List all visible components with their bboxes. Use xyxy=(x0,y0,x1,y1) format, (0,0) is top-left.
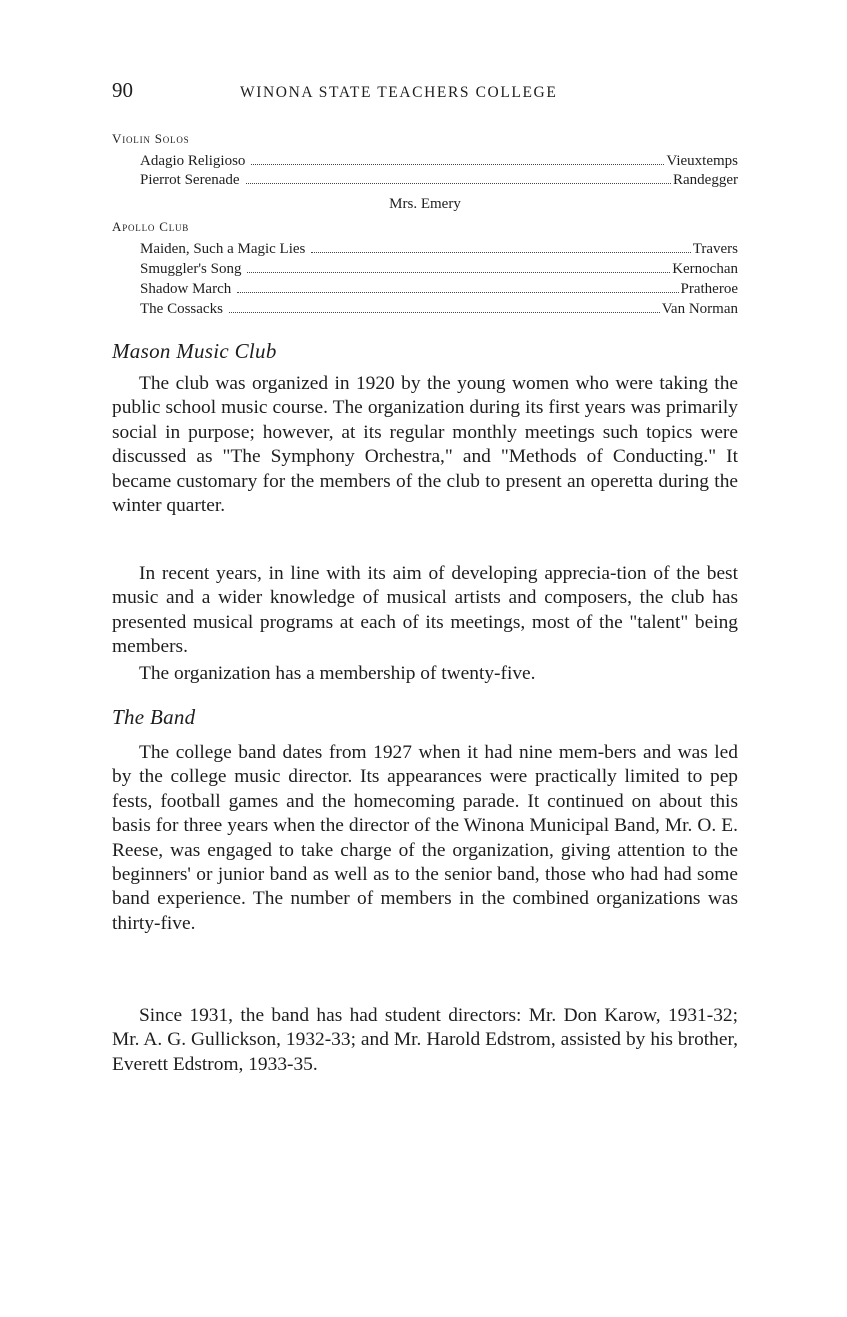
performer-name: Mrs. Emery xyxy=(389,196,461,212)
piece-title: Adagio Religioso xyxy=(140,153,246,169)
composer-name: Vieuxtemps xyxy=(666,153,738,169)
body-paragraph: In recent years, in line with its aim of developing apprecia-tion of the best music and a wider knowledge of musical artists and composers, the club has presented musical programs at each of its meetings, most of the "talent" being members. xyxy=(112,563,738,658)
dot-leader xyxy=(247,272,670,273)
section-title-the-band: The Band xyxy=(112,705,196,729)
program-heading-apollo-club: Apollo Club xyxy=(112,219,190,234)
program-line xyxy=(140,241,738,260)
dot-leader xyxy=(246,183,671,184)
program-line xyxy=(140,281,738,300)
running-head xyxy=(112,78,742,108)
dot-leader xyxy=(311,252,690,253)
body-paragraph: The college band dates from 1927 when it had nine mem-bers and was led by the college music director. Its appearances were practically limited to pep fests, football games and the homecoming parade. It continued on about this basis for three years when the director of the Winona Municipal Band, Mr. O. E. Reese, was engaged to take charge of the organization, giving attention to the beginners' or junior band as well as to the senior band, those who had had some band experience. The number of members in the combined organizations was thirty-five. xyxy=(112,742,738,934)
piece-title: Pierrot Serenade xyxy=(140,172,240,188)
piece-title: The Cossacks xyxy=(140,301,223,317)
page-number: 90 xyxy=(112,78,133,102)
dot-leader xyxy=(251,164,664,165)
running-title: WINONA STATE TEACHERS COLLEGE xyxy=(240,84,558,101)
program-line xyxy=(140,172,738,191)
dot-leader xyxy=(237,292,678,293)
composer-name: Travers xyxy=(692,241,738,257)
dot-leader xyxy=(229,312,660,313)
piece-title: Maiden, Such a Magic Lies xyxy=(140,241,306,257)
body-paragraph: The organization has a membership of twenty-five. xyxy=(139,663,536,684)
body-paragraph: The club was organized in 1920 by the young women who were taking the public school music course. The organization during its first years was primarily social in purpose; however, at its regular monthly meetings such topics were discussed as "The Symphony Orchestra," and "Methods of Conducting." It became customary for the members of the club to present an operetta during the winter quarter. xyxy=(112,373,738,517)
program-heading-violin-solos: Violin Solos xyxy=(112,131,190,146)
composer-name: Van Norman xyxy=(661,301,738,317)
program-line xyxy=(140,153,738,172)
body-paragraph: Since 1931, the band has had student directors: Mr. Don Karow, 1931-32; Mr. A. G. Gullickson, 1932-33; and Mr. Harold Edstrom, assisted by his brother, Everett Edstrom, 1933-35. xyxy=(112,1005,738,1075)
piece-title: Shadow March xyxy=(140,281,232,297)
composer-name: Randegger xyxy=(673,172,738,188)
section-title-mason-music-club: Mason Music Club xyxy=(112,339,277,363)
composer-name: Pratheroe xyxy=(680,281,738,297)
composer-name: Kernochan xyxy=(672,261,738,277)
program-line xyxy=(140,301,738,320)
piece-title: Smuggler's Song xyxy=(140,261,242,277)
program-line xyxy=(140,261,738,280)
